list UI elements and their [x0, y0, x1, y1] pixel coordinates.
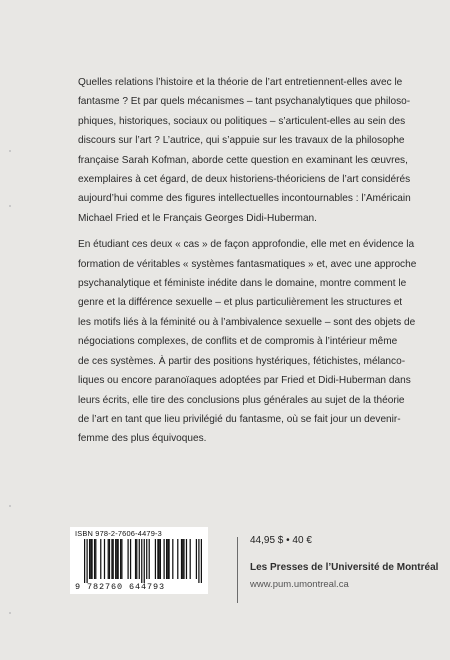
barcode-bar: [89, 539, 90, 579]
publisher-website: www.pum.umontreal.ca: [250, 579, 349, 590]
text-line: En étudiant ces deux « cas » de façon approfondie, elle met en évidence la: [78, 239, 415, 251]
barcode-bar: [100, 539, 101, 579]
barcode-bar: [120, 539, 121, 579]
text-line: Michael Fried et le Français Georges Didi-Huberman.: [78, 212, 317, 224]
barcode-bar: [111, 539, 112, 579]
isbn-label: ISBN 978-2-7606-4479-3: [75, 529, 162, 538]
scan-mark: [9, 150, 11, 152]
vertical-divider: [237, 537, 238, 603]
text-line: genre et la différence sexuelle – et plus particulièrement les structures et: [78, 297, 403, 309]
barcode-bar: [149, 539, 150, 579]
text-line: les motifs liés à la féminité ou à l’ambivalence sexuelle – sont des objets de: [78, 316, 416, 328]
barcode-bar: [196, 539, 197, 579]
barcode-bar: [181, 539, 182, 579]
barcode-bar: [91, 539, 92, 579]
barcode-bar: [190, 539, 191, 579]
text-line: psychanalytique et féministe inédite dans le domaine, montre comment le: [78, 278, 407, 290]
barcode-bar: [113, 539, 114, 579]
barcode-bar: [172, 539, 173, 579]
barcode-bar: [163, 539, 164, 579]
text-line: aujourd’hui comme des figures intellectuelles incontournables : l’Américain: [78, 193, 411, 205]
barcode-bar: [121, 539, 122, 579]
barcode-bar: [157, 539, 158, 579]
text-line: femme des plus équivoques.: [78, 433, 207, 445]
barcode-bar: [84, 539, 85, 583]
barcode-bar: [90, 539, 91, 579]
barcode-bar: [183, 539, 184, 579]
barcode-bar: [182, 539, 183, 579]
barcode-bar: [95, 539, 96, 579]
barcode-bar: [186, 539, 187, 579]
publisher-name: Les Presses de l’Université de Montréal: [250, 562, 439, 573]
text-line: Quelles relations l’histoire et la théorie de l’art entretiennent-elles avec le: [78, 77, 403, 88]
barcode: [84, 539, 202, 583]
scan-mark: [9, 612, 11, 614]
text-line: de l’art en tant que lieu privilégié du fantasme, où se fait jour un devenir-: [78, 413, 401, 425]
text-line: phiques, historiques, sociaux ou politiques – s’articulent-elles au sein des: [78, 115, 406, 127]
text-line: formation de véritables « systèmes fantasmatiques » et, avec une approche: [78, 258, 417, 270]
barcode-bar: [159, 539, 160, 579]
scan-mark: [9, 505, 11, 507]
barcode-bar: [118, 539, 119, 579]
text-line: exemplaires à cet égard, de deux historiens-théoriciens de l’art considérés: [78, 174, 411, 186]
price: 44,95 $ • 40 €: [250, 535, 312, 546]
barcode-bar: [155, 539, 156, 579]
barcode-bar: [139, 539, 140, 579]
text-line: négociations complexes, de conflits et de compromis à l’intérieur même: [78, 336, 398, 348]
barcode-bar: [177, 539, 178, 579]
barcode-bar: [136, 539, 137, 579]
barcode-bar: [146, 539, 147, 579]
barcode-bar: [94, 539, 95, 579]
barcode-bar: [108, 539, 109, 579]
barcode-bar: [168, 539, 169, 579]
barcode-digits: 9 782760 644793: [75, 582, 166, 592]
barcode-bar: [86, 539, 87, 583]
barcode-bar: [166, 539, 167, 579]
barcode-bar: [135, 539, 136, 579]
barcode-bar: [109, 539, 110, 579]
text-line: de ces systèmes. À partir des positions hystériques, fétichistes, mélanco-: [78, 355, 406, 367]
barcode-bar: [160, 539, 161, 579]
text-line: française Sarah Kofman, aborde cette question en examinant les œuvres,: [78, 154, 408, 166]
barcode-bar: [141, 539, 142, 583]
barcode-bar: [127, 539, 128, 579]
text-line: liques ou encore paranoïaques adoptées par Fried et Didi-Huberman dans: [78, 375, 411, 387]
barcode-bar: [198, 539, 199, 583]
barcode-bar: [104, 539, 105, 579]
text-line: leurs écrits, elle tire des conclusions plus générales au sujet de la théorie: [78, 394, 405, 406]
barcode-bar: [167, 539, 168, 579]
barcode-bar: [116, 539, 117, 579]
barcode-bar: [201, 539, 202, 583]
text-line: discours sur l’art ? L’autrice, qui s’appuie sur les travaux de la philosophe: [78, 135, 405, 147]
scan-mark: [9, 205, 11, 207]
text-line: fantasme ? Et par quels mécanismes – tant psychanalytiques que philoso-: [78, 96, 411, 108]
barcode-bar: [130, 539, 131, 579]
description-paragraph-1: [78, 73, 411, 228]
barcode-bar: [144, 539, 145, 583]
isbn-barcode-box: [70, 527, 208, 594]
description-text: [78, 73, 417, 449]
barcode-bar: [115, 539, 116, 579]
description-paragraph-2: [78, 235, 417, 448]
